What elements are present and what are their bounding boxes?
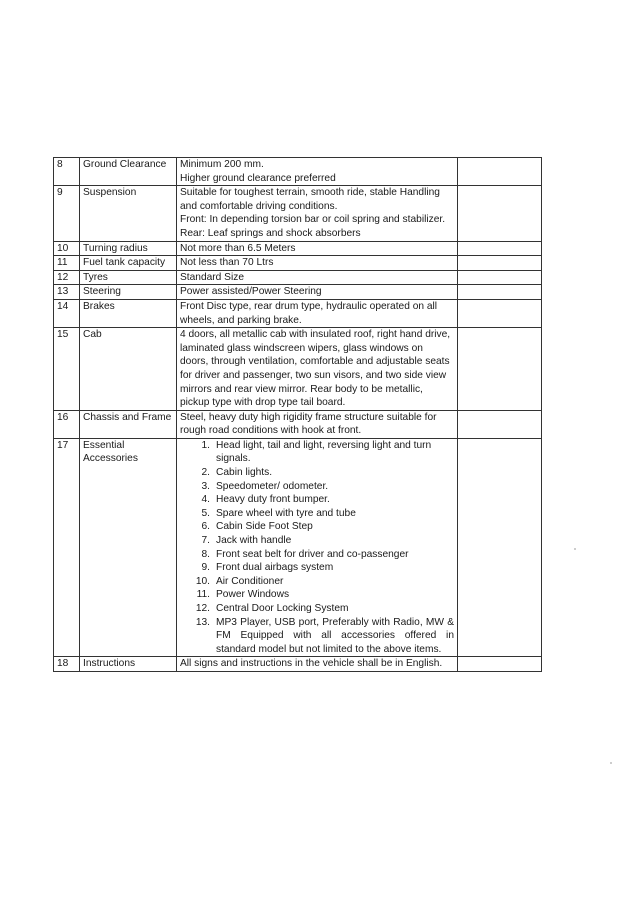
parameter-name: Fuel tank capacity — [80, 256, 177, 271]
row-number: 10 — [54, 241, 80, 256]
spec-line: Power assisted/Power Steering — [180, 286, 322, 298]
scan-speck — [610, 762, 612, 764]
list-text: Speedometer/ odometer. — [216, 480, 329, 492]
parameter-name: Suspension — [80, 186, 177, 241]
specification-text — [177, 328, 458, 411]
specification-text — [177, 657, 458, 672]
parameter-name: Steering — [80, 285, 177, 300]
specification-text — [177, 285, 458, 300]
specification-table — [53, 157, 542, 672]
list-item — [180, 439, 454, 466]
row-number: 16 — [54, 410, 80, 438]
table-row — [54, 256, 542, 271]
list-text: Heavy duty front bumper. — [216, 494, 330, 506]
list-number: 3. — [201, 480, 210, 492]
remarks-cell — [458, 328, 542, 411]
table-row — [54, 438, 542, 657]
list-text: Central Door Locking System — [216, 603, 349, 614]
parameter-name: Tyres — [80, 270, 177, 285]
list-item — [180, 466, 454, 480]
spec-line: Steel, heavy duty high rigidity frame structure suitable for rough road conditions with hook at front. — [180, 411, 437, 437]
table-row — [54, 410, 542, 438]
row-number: 15 — [54, 328, 80, 411]
table-row — [54, 299, 542, 327]
list-item — [180, 616, 454, 657]
list-text: Cabin Side Foot Step — [216, 521, 313, 533]
table-row — [54, 657, 542, 672]
remarks-cell — [458, 299, 542, 327]
list-text: Cabin lights. — [216, 467, 273, 479]
spec-line: Minimum 200 mm. — [180, 159, 264, 170]
remarks-cell — [458, 241, 542, 256]
row-number: 14 — [54, 299, 80, 327]
table-row — [54, 270, 542, 285]
remarks-cell — [458, 270, 542, 285]
parameter-name: Essential Accessories — [80, 438, 177, 657]
list-item — [180, 548, 454, 562]
list-text: Air Conditioner — [216, 575, 284, 587]
list-number: 10. — [195, 575, 210, 587]
list-text: Power Windows — [216, 589, 290, 601]
specification-text — [177, 299, 458, 327]
remarks-cell — [458, 410, 542, 438]
list-text: Front dual airbags system — [216, 562, 334, 574]
parameter-name: Instructions — [80, 657, 177, 672]
list-number: 2. — [201, 467, 210, 479]
list-number: 9. — [201, 562, 210, 574]
row-number: 18 — [54, 657, 80, 672]
spec-line: Rear: Leaf springs and shock absorbers — [180, 227, 361, 239]
remarks-cell — [458, 657, 542, 672]
row-number: 12 — [54, 270, 80, 285]
list-item — [180, 480, 454, 494]
accessories-list — [180, 439, 454, 657]
spec-line: Not less than 70 Ltrs — [180, 257, 274, 269]
list-number: 12. — [195, 603, 210, 614]
spec-line: Front Disc type, rear drum type, hydraulic operated on all wheels, and parking brake. — [180, 300, 438, 326]
list-number: 13. — [195, 616, 210, 628]
list-number: 5. — [201, 507, 210, 519]
table-row — [54, 328, 542, 411]
list-text: Head light, tail and light, reversing light and turn signals. — [216, 439, 432, 465]
row-number: 11 — [54, 256, 80, 271]
spec-line: Standard Size — [180, 271, 244, 283]
parameter-name: Chassis and Frame — [80, 410, 177, 438]
parameter-name: Ground Clearance — [80, 158, 177, 186]
specification-text — [177, 410, 458, 438]
table-row — [54, 241, 542, 256]
list-text: Front seat belt for driver and co-passenger — [216, 548, 409, 560]
list-item — [180, 602, 454, 616]
list-number: 1. — [201, 439, 210, 451]
table-row — [54, 285, 542, 300]
list-text: Jack with handle — [216, 535, 292, 547]
specification-text — [177, 158, 458, 186]
list-item — [180, 588, 454, 602]
table-row — [54, 186, 542, 241]
spec-line: Suitable for toughest terrain, smooth ride, stable Handling and comfortable driving conditions. — [180, 187, 440, 212]
parameter-name: Cab — [80, 328, 177, 411]
remarks-cell — [458, 438, 542, 657]
list-number: 7. — [201, 535, 210, 547]
remarks-cell — [458, 186, 542, 241]
list-text: Spare wheel with tyre and tube — [216, 507, 356, 519]
remarks-cell — [458, 256, 542, 271]
spec-line: Not more than 6.5 Meters — [180, 242, 296, 254]
remarks-cell — [458, 158, 542, 186]
specification-text — [177, 270, 458, 285]
list-item — [180, 561, 454, 575]
specification-text — [177, 186, 458, 241]
list-number: 8. — [201, 548, 210, 560]
row-number: 17 — [54, 438, 80, 657]
list-item — [180, 534, 454, 548]
list-number: 4. — [201, 494, 210, 506]
specification-text — [177, 241, 458, 256]
list-item — [180, 493, 454, 507]
row-number: 13 — [54, 285, 80, 300]
list-item — [180, 575, 454, 589]
row-number: 8 — [54, 158, 80, 186]
parameter-name: Turning radius — [80, 241, 177, 256]
specification-text — [177, 256, 458, 271]
specification-text — [177, 438, 458, 657]
spec-line: Higher ground clearance preferred — [180, 172, 336, 184]
list-item — [180, 507, 454, 521]
spec-line: All signs and instructions in the vehicle shall be in English. — [180, 658, 443, 670]
table-row — [54, 158, 542, 186]
remarks-cell — [458, 285, 542, 300]
row-number: 9 — [54, 186, 80, 241]
list-number: 6. — [201, 521, 210, 533]
spec-line: Front: In depending torsion bar or coil spring and stabilizer. — [180, 214, 446, 226]
list-item — [180, 520, 454, 534]
scan-speck — [574, 548, 576, 550]
parameter-name: Brakes — [80, 299, 177, 327]
spec-line: 4 doors, all metallic cab with insulated roof, right hand drive, laminated glass windscreen wipers, glass windows on doors, through ventilation, comfortable and adjustable seats for driver and passenger, two sun visors, and two side view mirrors and rear view mirror. Rear body to be metallic, pickup type with drop type tail board. — [180, 329, 451, 409]
list-text: MP3 Player, USB port, Preferably with Radio, MW & FM Equipped with all accessories offered in standard model but not limited to the above items. — [216, 616, 454, 655]
list-number: 11. — [196, 589, 210, 601]
